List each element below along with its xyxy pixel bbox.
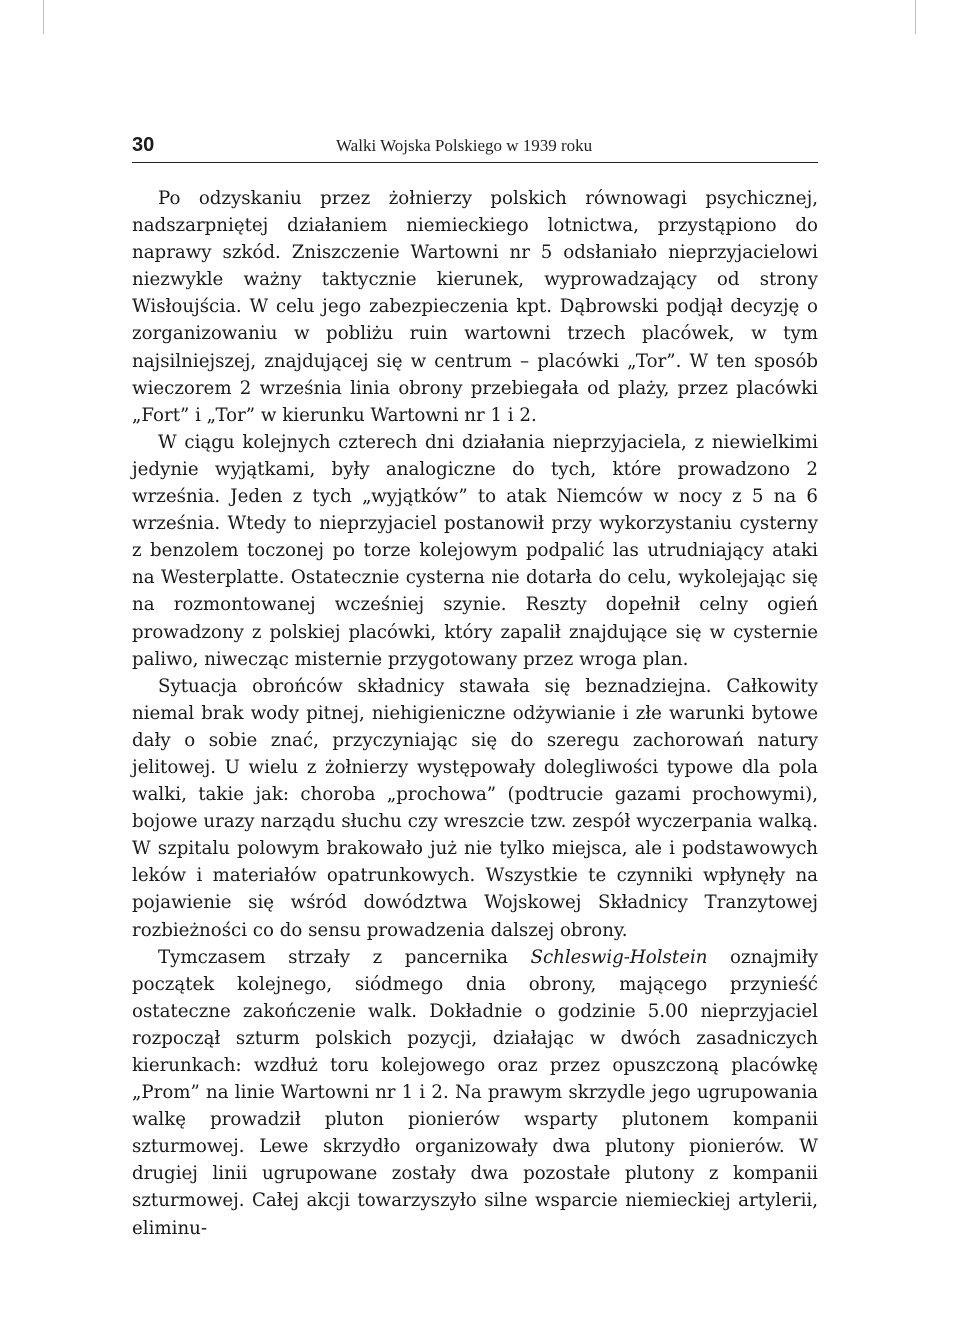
page-number: 30 xyxy=(132,134,155,156)
running-head xyxy=(132,130,818,163)
paragraph-4-text-before: Tymczasem strzały z pancernika xyxy=(158,946,531,968)
paragraph-2: W ciągu kolejnych czterech dni działania nieprzyjaciela, z niewielkimi jedynie wyjątkami, były analogiczne do tych, które prowadzono 2 września. Jeden z tych „wyjątków” to atak Niemców w nocy z 5 na 6 września. Wtedy to nieprzyjaciel postanowił przy wykorzystaniu cysterny z benzolem toczonej po torze kolejowym podpalić las utrudniający ataki na Westerplatte. Ostatecznie cysterna nie dotarła do celu, wykolejając się na rozmontowanej wcześniej szynie. Reszty dopełnił celny ogień prowadzony z polskiej placówki, który zapalił znajdujące się w cysternie paliwo, niwecząc misternie przygotowany przez wroga plan. xyxy=(132,431,818,670)
paragraph-4-text-after: oznajmiły początek kolejnego, siódmego dnia obrony, mającego przynieść ostateczne zakończenie walk. Dokładnie o godzinie 5.00 nieprzyjaciel rozpoczął szturm polskich pozycji, działając w dwóch zasadniczych kierunkach: wzdłuż toru kolejowego oraz przez opuszczoną placówkę „Prom” na linie Wartowni nr 1 i 2. Na prawym skrzydle jego ugrupowania walkę prowadził pluton pionierów wsparty plutonem kompanii szturmowej. Lewe skrzydło organizowały dwa plutony pionierów. W drugiej linii ugrupowane zostały dwa pozostałe plutony z kompanii szturmowej. Całej akcji towarzyszyło silne wsparcie niemieckiej artylerii, eliminu- xyxy=(132,946,818,1239)
running-title: Walki Wojska Polskiego w 1939 roku xyxy=(336,136,593,155)
crop-mark-top-right xyxy=(915,0,916,34)
paragraph-1: Po odzyskaniu przez żołnierzy polskich równowagi psychicznej, nadszarpniętej działaniem niemieckiego lotnictwa, przystąpiono do naprawy szkód. Zniszczenie Wartowni nr 5 odsłaniało nieprzyjacielowi niezwykle ważny taktycznie kierunek, wyprowadzający od strony Wisłoujścia. W celu jego zabezpieczenia kpt. Dąbrowski podjął decyzję o zorganizowaniu w pobliżu ruin wartowni trzech placówek, w tym najsilniejszej, znajdującej się w centrum – placówki „Tor”. W ten sposób wieczorem 2 września linia obrony przebiegała od plaży, przez placówki „Fort” i „Tor” w kierunku Wartowni nr 1 i 2. xyxy=(132,188,818,426)
ship-name: Schleswig-Holstein xyxy=(530,946,708,968)
book-page xyxy=(132,130,818,1242)
crop-mark-top-left xyxy=(43,0,44,34)
paragraph-3: Sytuacja obrońców składnicy stawała się beznadziejna. Całkowity niemal brak wody pitnej, niehigieniczne odżywianie i złe warunki bytowe dały o sobie znać, przyczyniając się do szeregu zachorowań natury jelitowej. U wielu z żołnierzy występowały dolegliwości typowe dla pola walki, takie jak: choroba „prochowa” (podtrucie gazami prochowymi), bojowe urazy narządu słuchu czy wreszcie tzw. zespół wyczerpania walką. W szpitalu polowym brakowało już nie tylko miejsca, ale i podstawowych leków i materiałów opatrunkowych. Wszystkie te czynniki wpłynęły na pojawienie się wśród dowództwa Wojskowej Składnicy Tranzytowej rozbieżności co do sensu prowadzenia dalszej obrony. xyxy=(132,675,818,941)
body-text xyxy=(132,185,818,1242)
paragraph-4 xyxy=(132,944,818,1242)
